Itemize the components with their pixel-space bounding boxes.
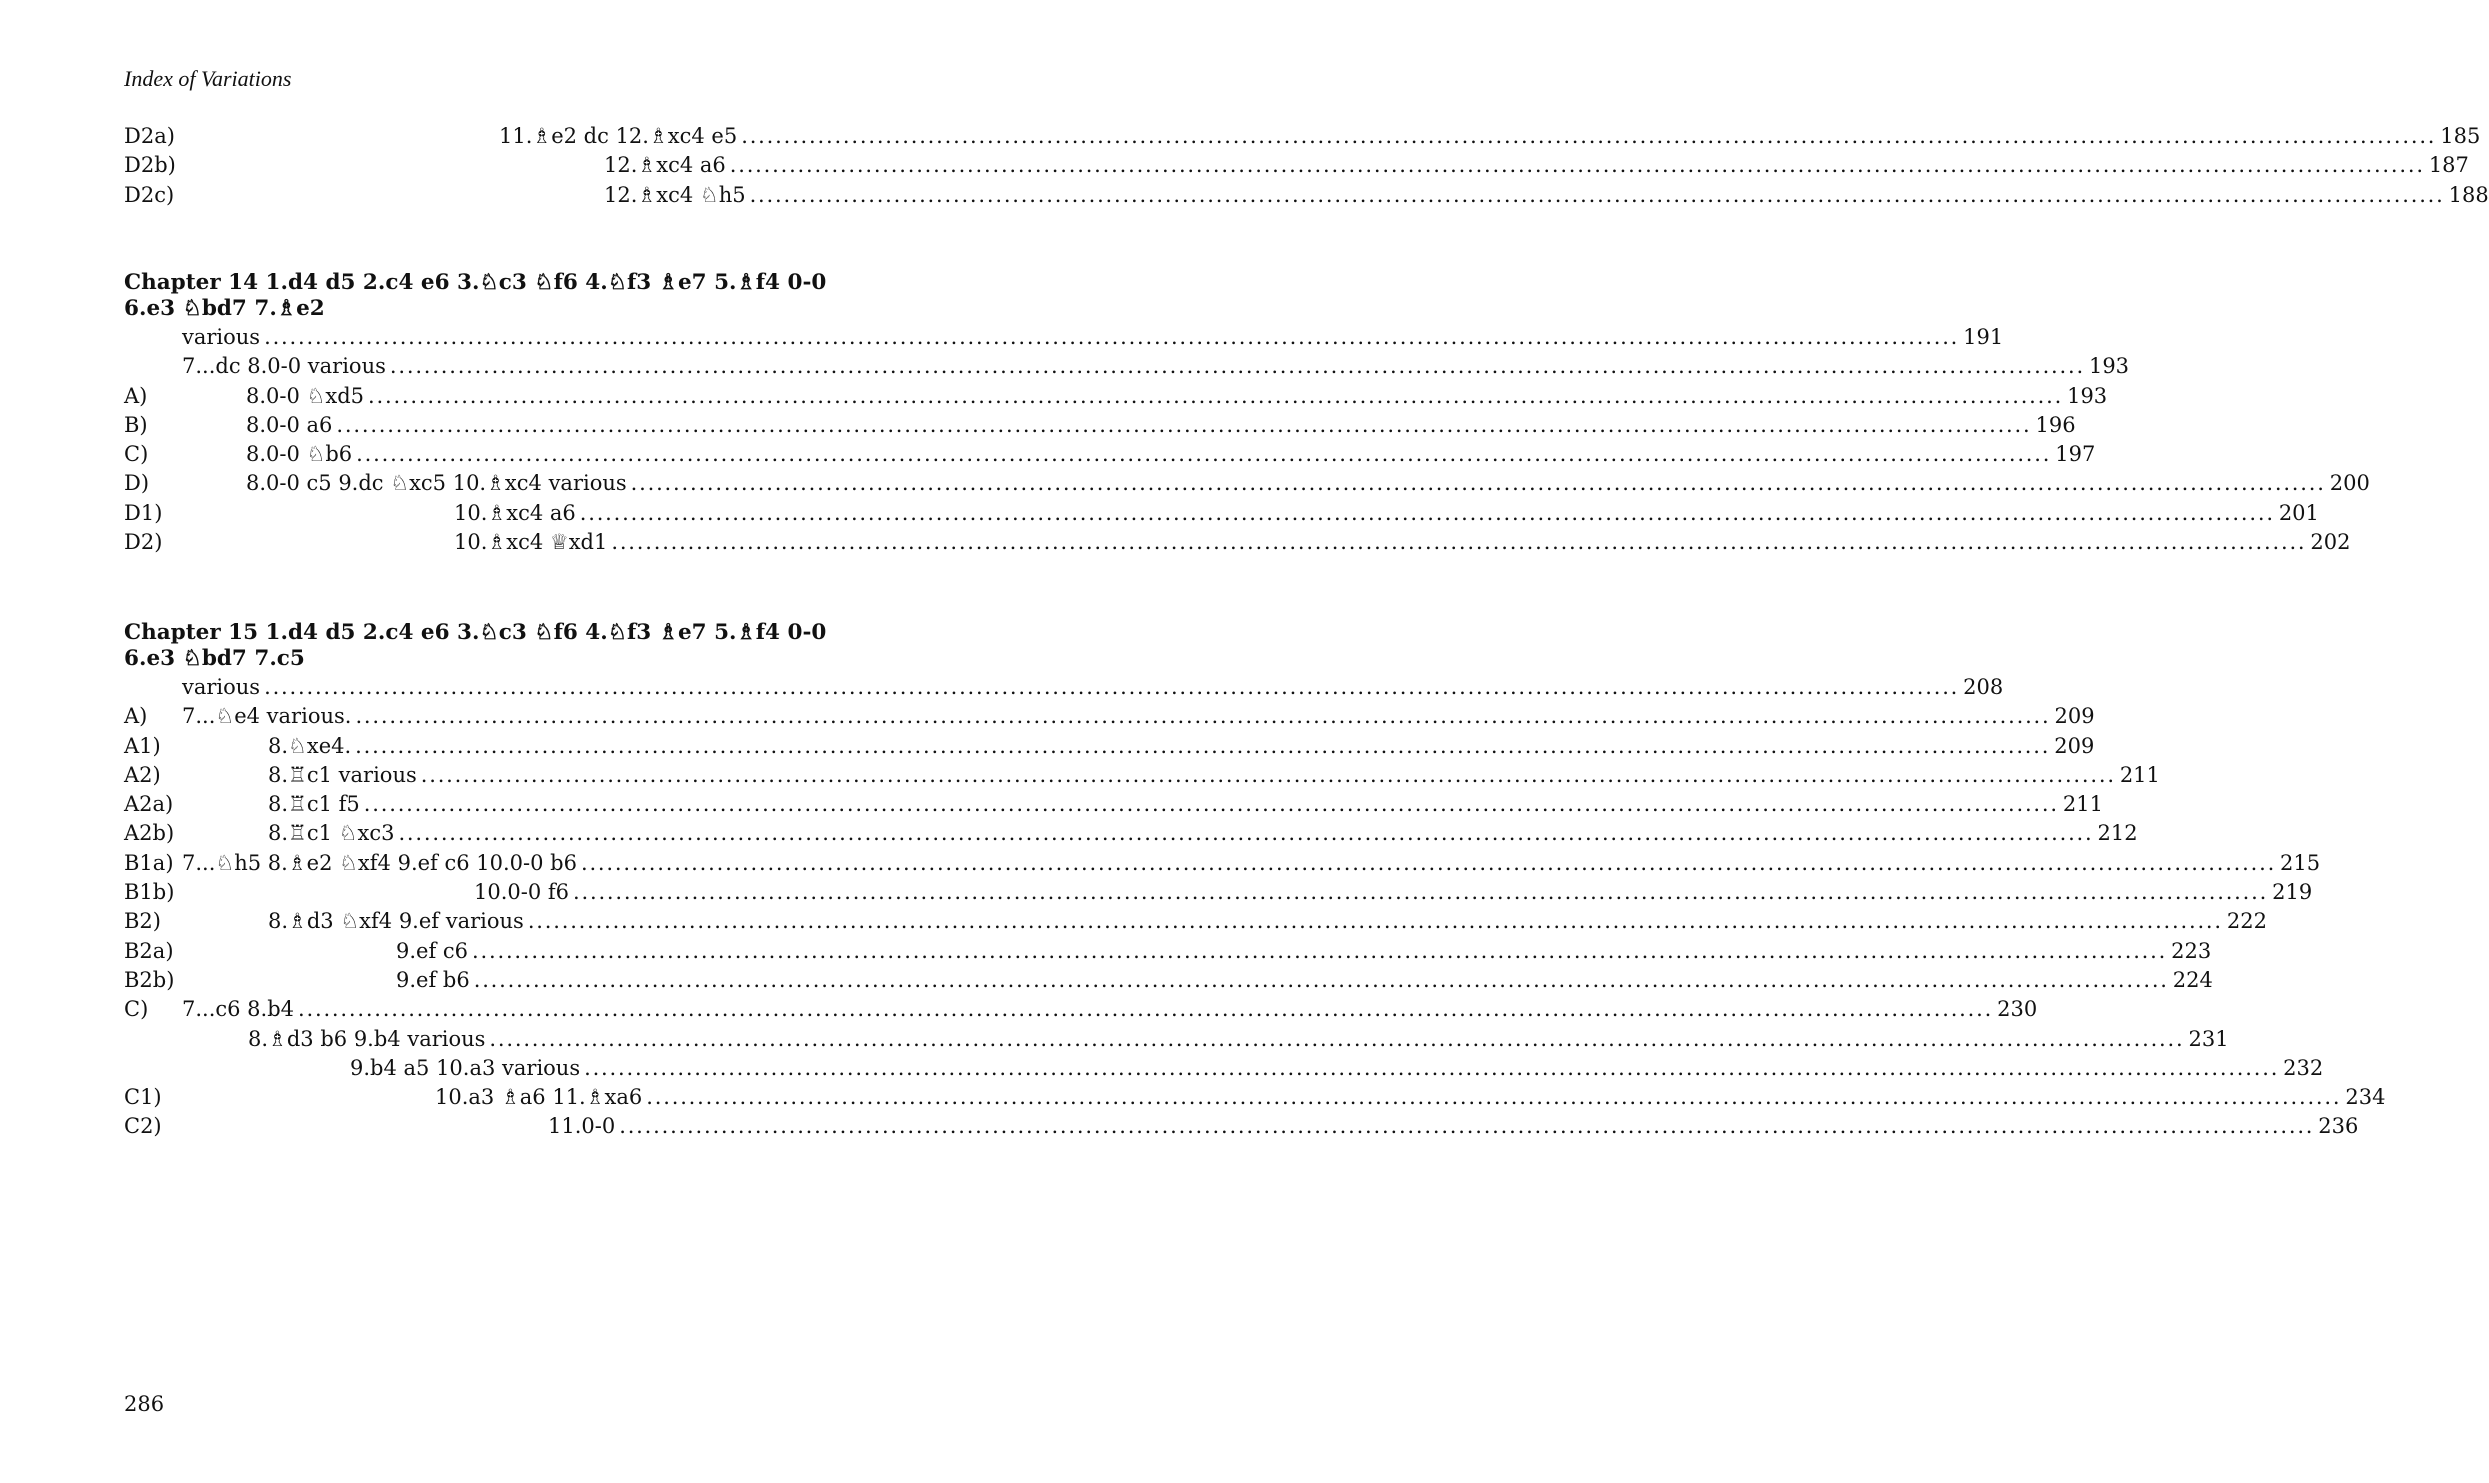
page-ref: 231	[2188, 1026, 2229, 1051]
leader-dots: ........................................................................................................................................................................................................	[749, 182, 2445, 207]
index-row	[124, 761, 2160, 790]
chapter-15-section	[124, 620, 2386, 1142]
leader-dots: ........................................................................................................................................................................................................	[472, 938, 2168, 963]
page-ref: 224	[2172, 967, 2213, 992]
index-row	[124, 323, 2004, 352]
chapter-14-section	[124, 270, 2370, 557]
page-ref: 191	[1963, 325, 2004, 349]
leader-dots: ........................................................................................................................................................................................................	[363, 792, 2059, 817]
page-ref: 193	[2067, 383, 2108, 408]
page-ref: 219	[2272, 880, 2313, 905]
variation-label: C2)	[124, 1114, 162, 1139]
index-row	[124, 937, 2212, 966]
index-row	[124, 673, 2004, 702]
page-ref: 188	[2448, 182, 2489, 207]
variation-label: B)	[124, 412, 148, 437]
leader-dots: ........................................................................................................................................................................................................	[389, 354, 2085, 379]
page-ref: 211	[2062, 792, 2103, 817]
leader-dots: ........................................................................................................................................................................................................	[473, 967, 2169, 992]
variation-moves: 8.♖c1 ♘xc3	[268, 821, 395, 846]
index-row	[124, 819, 2138, 848]
leader-dots: ........................................................................................................................................................................................................	[584, 1055, 2280, 1080]
variation-label: C)	[124, 442, 149, 467]
variation-moves: 8.♖c1 f5	[268, 792, 360, 817]
variation-moves: 10.0-0 f6	[474, 880, 570, 905]
variation-moves: 9.ef b6	[396, 967, 470, 992]
index-row	[124, 352, 2130, 381]
page-ref: 209	[2054, 733, 2095, 758]
leader-dots: ........................................................................................................................................................................................................	[264, 325, 1960, 349]
page-ref: 209	[2054, 704, 2095, 729]
index-row	[124, 995, 2038, 1024]
page-ref: 208	[1963, 675, 2004, 699]
variation-moves: 8.0-0 ♘b6	[246, 442, 353, 467]
page-ref: 236	[2318, 1114, 2359, 1139]
leader-dots: ........................................................................................................................................................................................................	[580, 850, 2277, 875]
variation-label: D1)	[124, 500, 163, 525]
page-ref: 211	[2119, 762, 2160, 787]
index-row	[124, 1054, 2324, 1083]
variation-moves: 7...♘h5 8.♗e2 ♘xf4 9.ef c6 10.0-0 b6	[182, 850, 577, 875]
variation-label: B2)	[124, 909, 161, 934]
index-row	[124, 469, 2370, 498]
leader-dots: ........................................................................................................................................................................................................	[264, 675, 1960, 699]
variation-moves: 12.♗xc4 a6	[604, 153, 726, 178]
index-row	[124, 966, 2213, 995]
index-row	[124, 1112, 2359, 1141]
leader-dots: ........................................................................................................................................................................................................	[336, 412, 2032, 437]
leader-dots: ........................................................................................................................................................................................................	[741, 124, 2437, 148]
leader-dots: ........................................................................................................................................................................................................	[579, 500, 2275, 525]
variation-label: A2)	[124, 762, 161, 787]
page-number: 286	[124, 1392, 165, 1416]
leader-dots: ........................................................................................................................................................................................................	[619, 1114, 2315, 1139]
index-row	[124, 849, 2321, 878]
index-row	[124, 1025, 2229, 1054]
page-ref: 222	[2226, 909, 2267, 934]
variation-moves: 8.♗d3 ♘xf4 9.ef various	[268, 909, 524, 934]
index-row	[124, 732, 2095, 761]
page-ref: 232	[2283, 1055, 2324, 1080]
page-ref: 215	[2280, 850, 2321, 875]
variation-moves: 7...c6 8.b4	[182, 997, 295, 1022]
index-row	[124, 181, 2489, 210]
page-ref: 201	[2278, 500, 2319, 525]
leader-dots: ........................................................................................................................................................................................................	[489, 1026, 2185, 1051]
variation-moves: 11.♗e2 dc 12.♗xc4 e5	[499, 124, 738, 148]
variation-label: D2b)	[124, 153, 176, 178]
variation-label: B1a)	[124, 850, 174, 875]
index-row	[124, 382, 2108, 411]
variation-moves: various	[182, 675, 261, 699]
leader-dots: ........................................................................................................................................................................................................	[729, 153, 2425, 178]
leader-dots: ........................................................................................................................................................................................................	[420, 762, 2116, 787]
leader-dots: ........................................................................................................................................................................................................	[573, 880, 2269, 905]
index-row	[124, 702, 2095, 731]
page-ref: 193	[2088, 354, 2130, 379]
leader-dots: ........................................................................................................................................................................................................	[356, 442, 2052, 467]
variation-label: A)	[124, 704, 148, 729]
variation-moves: 8.♖c1 various	[268, 762, 417, 787]
index-row	[124, 907, 2267, 936]
variation-moves: 8.0-0 c5 9.dc ♘xc5 10.♗xc4 various	[246, 471, 627, 496]
page-ref: 185	[2440, 124, 2481, 148]
leader-dots: ........................................................................................................................................................................................................	[527, 909, 2223, 934]
variation-label: B1b)	[124, 880, 175, 905]
variation-moves: 9.ef c6	[396, 938, 469, 963]
index-row	[124, 411, 2076, 440]
variation-moves: 9.b4 a5 10.a3 various	[350, 1055, 581, 1080]
variation-label: D2)	[124, 530, 163, 555]
leader-dots: ........................................................................................................................................................................................................	[355, 704, 2051, 729]
page-ref: 223	[2171, 938, 2212, 963]
variation-label: D2a)	[124, 124, 175, 148]
page-ref: 187	[2428, 153, 2469, 178]
index-row	[124, 151, 2469, 180]
index-row	[124, 440, 2096, 469]
variation-label: A2b)	[124, 821, 175, 846]
variation-moves: various	[182, 325, 261, 349]
variation-label: C1)	[124, 1085, 162, 1110]
page-ref: 202	[2310, 530, 2351, 555]
index-row	[124, 878, 2313, 907]
variation-moves: 7...dc 8.0-0 various	[182, 354, 386, 379]
variation-moves: 10.a3 ♗a6 11.♗xa6	[435, 1085, 643, 1110]
index-row	[124, 790, 2103, 819]
variation-moves: 10.♗xc4 ♕xd1	[454, 530, 608, 555]
leader-dots: ........................................................................................................................................................................................................	[611, 530, 2307, 555]
variation-label: B2b)	[124, 967, 175, 992]
variation-label: A1)	[124, 733, 161, 758]
leader-dots: ........................................................................................................................................................................................................	[355, 733, 2051, 758]
page-ref: 197	[2055, 442, 2096, 467]
page-ref: 196	[2035, 412, 2076, 437]
leader-dots: ........................................................................................................................................................................................................	[398, 821, 2094, 846]
variation-moves: 8.0-0 a6	[246, 412, 333, 437]
chapter-14-title: Chapter 14 1.d4 d5 2.c4 e6 3.♘c3 ♘f6 4.♘f3 ♗e7 5.♗f4 0-0 6.e3 ♘bd7 7.♗e2	[124, 270, 827, 321]
variation-moves: 11.0-0	[548, 1114, 616, 1139]
page-ref: 212	[2097, 821, 2138, 846]
variation-label: A)	[124, 383, 148, 408]
running-header: Index of Variations	[124, 66, 292, 91]
leader-dots: ........................................................................................................................................................................................................	[630, 471, 2326, 496]
page-ref: 230	[1997, 997, 2038, 1022]
chapter-15-title: Chapter 15 1.d4 d5 2.c4 e6 3.♘c3 ♘f6 4.♘f3 ♗e7 5.♗f4 0-0 6.e3 ♘bd7 7.c5	[124, 620, 827, 671]
variation-moves: 8.♗d3 b6 9.b4 various	[248, 1026, 486, 1051]
variation-moves: 8.♘xe4.	[268, 733, 352, 758]
leader-dots: ........................................................................................................................................................................................................	[298, 997, 1994, 1022]
leader-dots: ........................................................................................................................................................................................................	[368, 383, 2064, 408]
variation-label: D)	[124, 471, 150, 496]
leader-dots: ........................................................................................................................................................................................................	[646, 1085, 2342, 1110]
variation-label: B2a)	[124, 938, 174, 963]
variation-moves: 10.♗xc4 a6	[454, 500, 576, 525]
variation-moves: 12.♗xc4 ♘h5	[604, 182, 746, 207]
index-row	[124, 499, 2319, 528]
variation-label: D2c)	[124, 182, 175, 207]
page-ref: 234	[2345, 1085, 2386, 1110]
index-row	[124, 122, 2481, 151]
variation-label: A2a)	[124, 792, 174, 817]
index-row	[124, 528, 2351, 557]
variation-moves: 7...♘e4 various.	[182, 704, 352, 729]
page-ref: 200	[2329, 471, 2370, 496]
continuation-index	[124, 122, 2489, 210]
variation-moves: 8.0-0 ♘xd5	[246, 383, 365, 408]
variation-label: C)	[124, 997, 149, 1022]
index-row	[124, 1083, 2386, 1112]
